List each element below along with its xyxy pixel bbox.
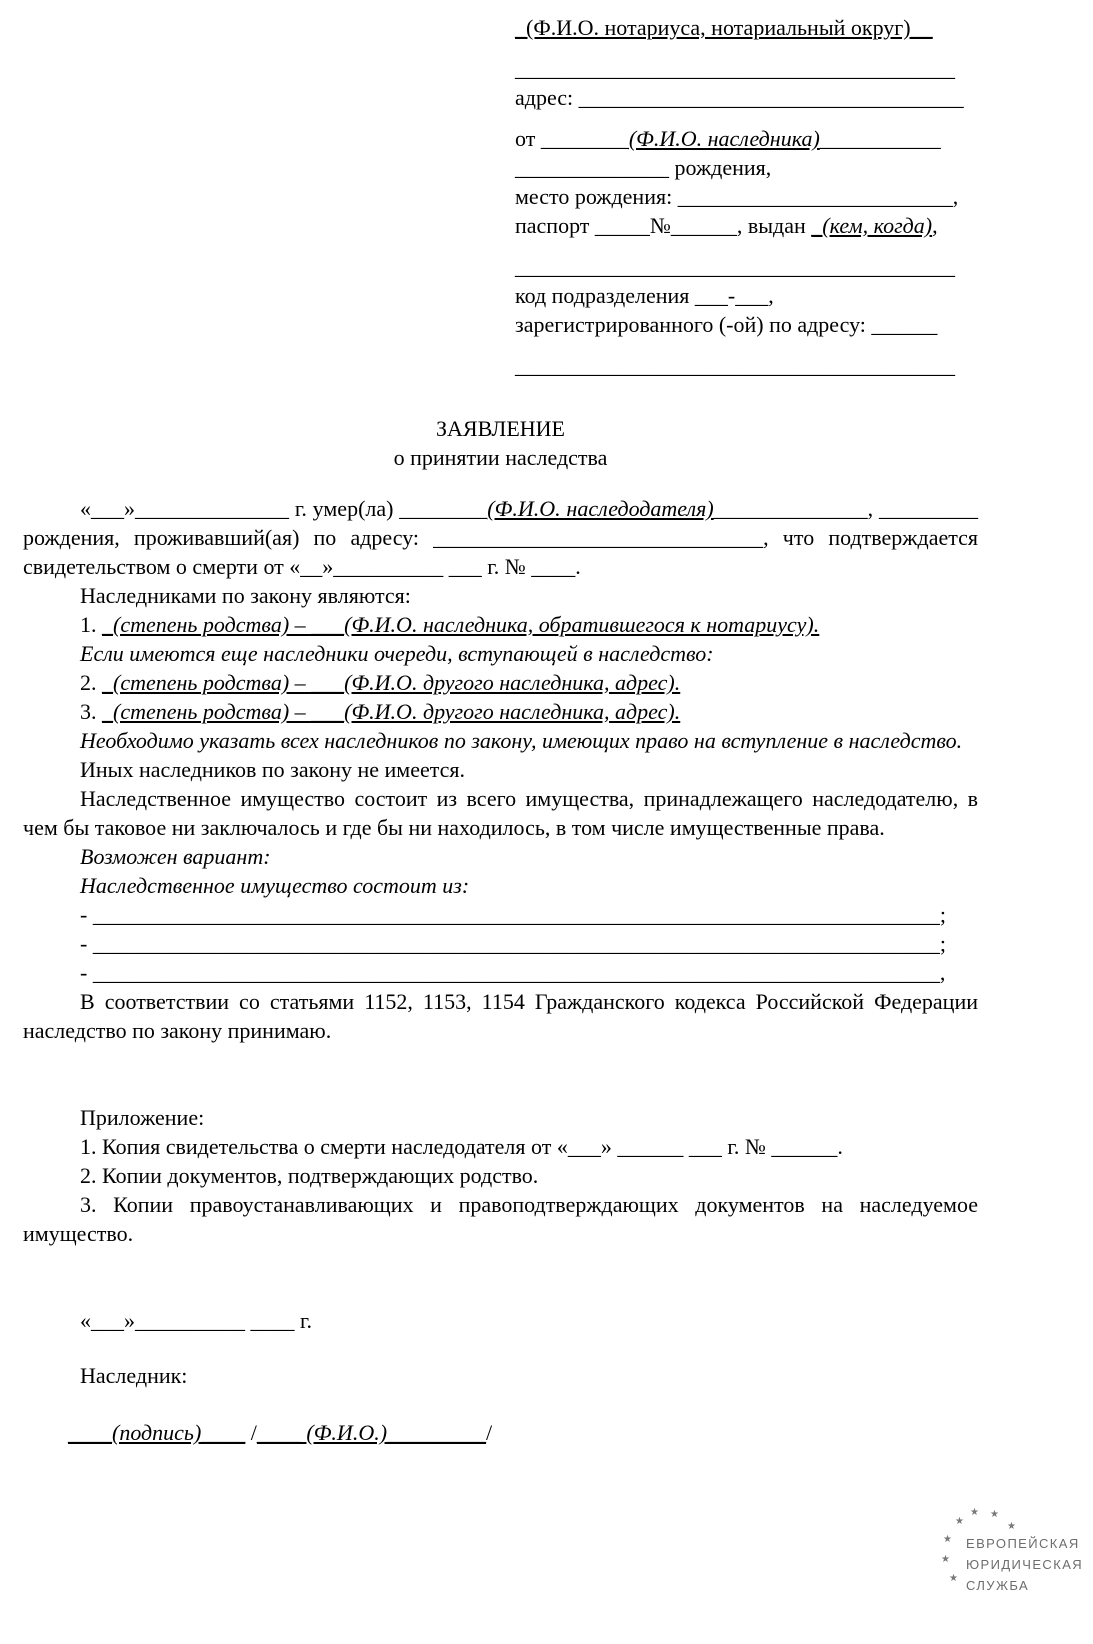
notary-blank-line: ________________________________________ <box>515 56 955 81</box>
note-other-heirs: Если имеются еще наследники очереди, вступающей в наследство: <box>80 641 714 666</box>
notary-name-line <box>515 13 978 42</box>
attachment-item-1: 1. Копия свидетельства о смерти наследодателя от «___» ______ ___ г. № ______. <box>80 1134 843 1159</box>
notary-address-line <box>515 83 978 112</box>
addressee-block <box>515 13 978 380</box>
unit-code-line: код подразделения ___-___, <box>515 283 774 308</box>
heir-list-item-1: 1. _(степень родства) – ___(Ф.И.О. наследника, обратившегося к нотариусу). <box>80 612 820 637</box>
signature-date-line: «___»__________ ____ г. <box>80 1308 313 1333</box>
full-name-hint: ____ (Ф.И.О.)_________ <box>256 1420 487 1445</box>
estate-blank-line-2: - _____________________________________________________________________________; <box>80 931 946 956</box>
address-label: адрес: <box>515 85 579 110</box>
note-possible-variant: Возможен вариант: <box>80 844 271 869</box>
attachment-item-3: 3. Копии правоустанавливающих и правоподтверждающих документов на наследуемое имущество. <box>23 1192 978 1246</box>
signature-hint: ____(подпись)____ <box>68 1420 246 1445</box>
logo-line-3: СЛУЖБА <box>966 1578 1030 1593</box>
company-logo-text <box>966 1533 1083 1596</box>
paragraph-heirs-intro: Наследниками по закону являются: <box>80 583 411 608</box>
from-line: от ________(Ф.И.О. наследника)___________ <box>515 126 941 151</box>
note-list-all-heirs: Необходимо указать всех наследников по закону, имеющих право на вступление в наследство. <box>80 728 963 753</box>
paragraph-no-other-heirs: Иных наследников по закону не имеется. <box>80 757 465 782</box>
address-blank: ___________________________________ <box>578 85 964 110</box>
star-icon: ★ <box>949 1573 958 1584</box>
passport-issuer-hint: _(кем, когда) <box>811 213 933 238</box>
star-icon: ★ <box>1007 1521 1016 1532</box>
heir-3-hint: _(степень родства) – ___(Ф.И.О. другого наследника, адрес). <box>102 699 681 724</box>
attachment-item-2: 2. Копии документов, подтверждающих родство. <box>80 1163 539 1188</box>
heir-list-item-2: 2. _(степень родства) – ___(Ф.И.О. другого наследника, адрес). <box>80 670 681 695</box>
heir-1-hint: _(степень родства) – ___(Ф.И.О. наследника, обратившегося к нотариусу). <box>102 612 820 637</box>
paragraph-civil-code: В соответствии со статьями 1152, 1153, 1154 Гражданского кодекса Российской Федерации наследство по закону принимаю. <box>23 989 978 1043</box>
star-icon: ★ <box>990 1509 999 1520</box>
document-title <box>23 414 978 472</box>
company-logo <box>860 1420 1093 1630</box>
page-subtitle: о принятии наследства <box>393 445 608 470</box>
star-icon: ★ <box>943 1534 952 1545</box>
heir-list-item-3: 3. _(степень родства) – ___(Ф.И.О. другого наследника, адрес). <box>80 699 681 724</box>
passport-line: паспорт _____№______, выдан _(кем, когда), <box>515 213 938 238</box>
star-icon: ★ <box>970 1507 979 1518</box>
signature-line: ____(подпись)____ /____ (Ф.И.О.)_________/ <box>68 1420 493 1445</box>
deceased-name-hint: (Ф.И.О. наследодателя) <box>487 496 714 521</box>
registered-address-line: зарегистрированного (-ой) по адресу: ______ <box>515 312 938 337</box>
estate-blank-line-3: - _____________________________________________________________________________, <box>80 960 946 985</box>
heir-label: Наследник: <box>80 1363 188 1388</box>
star-icon: ★ <box>941 1554 950 1565</box>
birth-date-line: ______________ рождения, <box>515 155 772 180</box>
logo-line-1: ЕВРОПЕЙСКАЯ <box>966 1536 1080 1551</box>
heir-name-hint: (Ф.И.О. наследника) <box>628 126 820 151</box>
star-icon: ★ <box>955 1516 964 1527</box>
attachments-title: Приложение: <box>80 1105 205 1130</box>
estate-blank-line-1: - _____________________________________________________________________________; <box>80 902 946 927</box>
paragraph-estate-description: Наследственное имущество состоит из всего имущества, принадлежащего наследодателю, в чем бы таковое ни заключалось и где бы ни находилось, в том числе имущественные права. <box>23 786 978 840</box>
notary-name-hint: _(Ф.И.О. нотариуса, нотариальный округ)__ <box>515 15 933 40</box>
heir-2-hint: _(степень родства) – ___(Ф.И.О. другого наследника, адрес). <box>102 670 681 695</box>
from-label: от <box>515 126 541 151</box>
paragraph-death-statement: «___»______________ г. умер(ла) ________(Ф.И.О. наследодателя)______________, _________ рождения, проживавший(ая) по адресу: ______________________________, что подтверждается свидетельством о смерти от «__»__________ ___ г. № ____. <box>23 496 978 579</box>
page-title: ЗАЯВЛЕНИЕ <box>436 416 565 441</box>
birth-place-line: место рождения: _________________________, <box>515 184 959 209</box>
registered-blank-line: ________________________________________ <box>515 353 955 378</box>
passport-blank-line: ________________________________________ <box>515 254 955 279</box>
logo-line-2: ЮРИДИЧЕСКАЯ <box>966 1557 1084 1572</box>
note-estate-consists-of: Наследственное имущество состоит из: <box>80 873 470 898</box>
